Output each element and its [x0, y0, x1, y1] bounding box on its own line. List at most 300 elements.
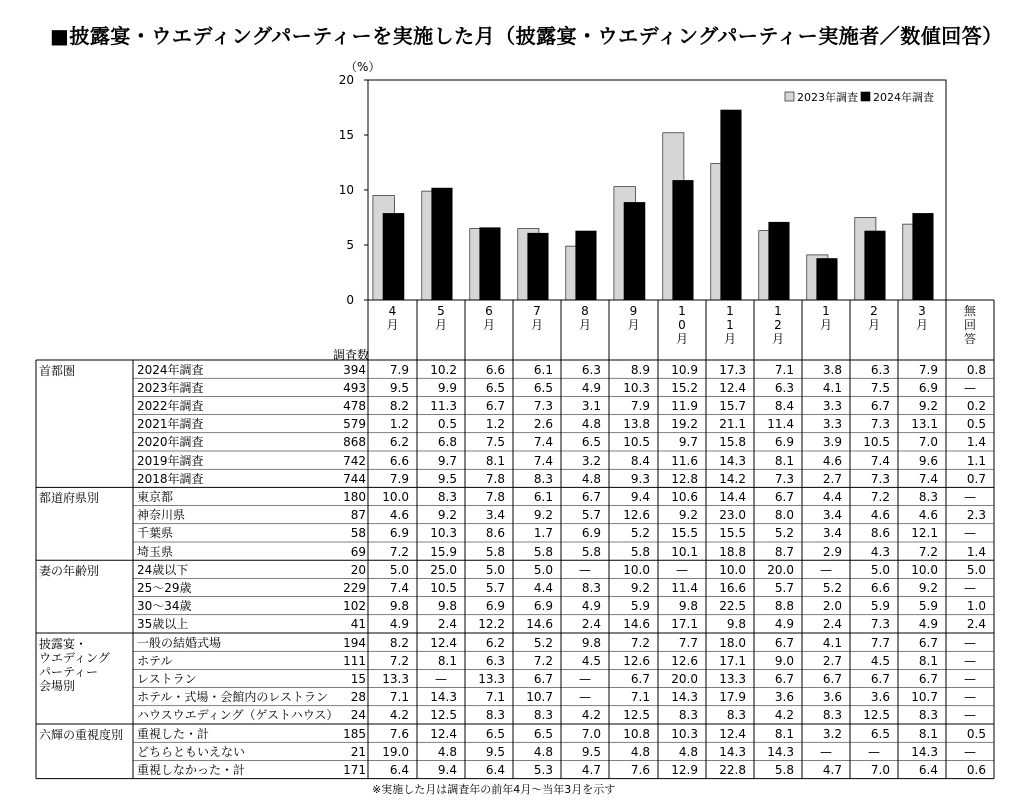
row-value: 7.5 — [485, 435, 505, 450]
row-value: 4.8 — [581, 417, 601, 432]
row-value: 9.5 — [485, 744, 505, 759]
month-header-char: 月 — [578, 318, 591, 332]
y-tick-label: 5 — [346, 238, 354, 252]
row-value: 8.3 — [822, 708, 842, 723]
row-value: 14.3 — [671, 690, 698, 705]
row-value: 4.4 — [822, 489, 842, 504]
row-value: 5.8 — [581, 544, 601, 559]
row-value: 7.3 — [870, 471, 890, 486]
group-label — [39, 564, 99, 578]
row-value: 5.8 — [774, 762, 794, 777]
row-value: 18.0 — [719, 635, 746, 650]
row-value: 7.4 — [870, 453, 890, 468]
bar-2024-7月 — [527, 233, 548, 300]
row-value: 7.2 — [389, 544, 409, 559]
row-value: 4.8 — [630, 744, 650, 759]
row-value: 7.6 — [389, 726, 409, 741]
row-value: 6.7 — [485, 398, 505, 413]
row-value: 6.3 — [870, 362, 890, 377]
row-value: 8.0 — [774, 508, 794, 523]
row-value: 9.5 — [581, 744, 601, 759]
row-value: 5.7 — [581, 508, 601, 523]
row-value: 7.1 — [485, 690, 505, 705]
row-value: 7.5 — [870, 380, 890, 395]
row-value: 5.9 — [870, 599, 890, 614]
row-value: 6.4 — [485, 762, 505, 777]
row-value: — — [964, 744, 976, 759]
row-value: 10.5 — [430, 580, 457, 595]
row-value: 3.2 — [822, 726, 842, 741]
row-value: 5.3 — [533, 762, 553, 777]
bar-2024-5月 — [431, 188, 452, 300]
row-value: 10.8 — [623, 726, 650, 741]
row-value: — — [964, 380, 976, 395]
row-value: 8.3 — [726, 708, 746, 723]
group-label-line: 六輝の重視度別 — [39, 728, 124, 742]
row-value: — — [964, 580, 976, 595]
row-n: 742 — [343, 453, 366, 468]
row-value: 9.5 — [389, 380, 409, 395]
row-value: 10.7 — [526, 690, 553, 705]
row-value: 10.7 — [911, 690, 938, 705]
row-value: 6.3 — [581, 362, 601, 377]
row-value: 5.8 — [485, 544, 505, 559]
row-value: 10.2 — [430, 362, 457, 377]
bar-2024-6月 — [479, 227, 500, 300]
row-value: — — [964, 690, 976, 705]
row-value: 9.7 — [437, 453, 457, 468]
row-value: 14.3 — [767, 744, 794, 759]
row-value: 4.2 — [389, 708, 409, 723]
row-n: 194 — [343, 635, 366, 650]
row-value: 13.8 — [623, 417, 650, 432]
row-value: 4.5 — [870, 653, 890, 668]
month-header-char: 9 — [629, 304, 638, 318]
y-tick-label: 10 — [338, 183, 354, 197]
row-n: 24 — [350, 708, 366, 723]
row-value: 11.3 — [430, 398, 457, 413]
month-header-char: 無 — [963, 304, 976, 318]
row-value: 7.0 — [918, 435, 938, 450]
month-header-char: 8 — [581, 304, 589, 318]
month-header-8 — [754, 304, 802, 346]
row-value: 9.2 — [533, 508, 553, 523]
row-label: 2022年調査 — [137, 398, 204, 413]
month-header-7 — [706, 304, 754, 346]
row-value: 3.6 — [870, 690, 890, 705]
row-value: 14.6 — [526, 617, 553, 632]
row-value: 7.2 — [630, 635, 650, 650]
row-value: 11.6 — [671, 453, 698, 468]
row-value: 9.4 — [437, 762, 457, 777]
row-value: 14.3 — [719, 744, 746, 759]
row-value: 10.0 — [382, 489, 409, 504]
month-header-2 — [465, 304, 513, 332]
row-value: — — [964, 653, 976, 668]
row-value: 7.9 — [918, 362, 938, 377]
row-n: 111 — [343, 653, 366, 668]
row-value: 12.4 — [430, 726, 457, 741]
month-header-char: 月 — [723, 332, 736, 346]
row-value: 6.5 — [485, 726, 505, 741]
row-value: 4.6 — [822, 453, 842, 468]
row-value: 8.3 — [918, 489, 938, 504]
month-header-char: 1 — [678, 304, 686, 318]
row-value: 8.1 — [774, 726, 794, 741]
row-value: 10.6 — [671, 489, 698, 504]
row-value: 14.6 — [623, 617, 650, 632]
row-value: 7.1 — [774, 362, 794, 377]
row-value: 2.4 — [966, 617, 986, 632]
row-value: 22.5 — [719, 599, 746, 614]
row-value: — — [820, 744, 832, 759]
row-value: 10.0 — [719, 562, 746, 577]
row-value: 5.8 — [630, 544, 650, 559]
row-value: 13.1 — [911, 417, 938, 432]
row-value: 2.7 — [822, 653, 842, 668]
month-header-char: 月 — [675, 332, 688, 346]
row-value: 12.9 — [671, 762, 698, 777]
row-value: 3.3 — [822, 398, 842, 413]
row-value: 4.9 — [918, 617, 938, 632]
y-tick-label: 15 — [338, 128, 354, 142]
row-value: 5.0 — [870, 562, 890, 577]
row-value: 3.8 — [822, 362, 842, 377]
row-label: 千葉県 — [137, 526, 174, 541]
row-n: 229 — [343, 580, 366, 595]
row-value: 8.1 — [918, 653, 938, 668]
row-value: — — [579, 671, 591, 686]
row-value: 7.4 — [389, 580, 409, 595]
legend-swatch-0 — [785, 92, 794, 101]
row-value: 15.8 — [719, 435, 746, 450]
row-value: 4.7 — [581, 762, 601, 777]
row-value: — — [820, 562, 832, 577]
row-value: 3.9 — [822, 435, 842, 450]
bar-2024-11月 — [720, 110, 741, 300]
row-value: 5.2 — [822, 580, 842, 595]
row-value: 7.8 — [485, 471, 505, 486]
row-value: 3.6 — [774, 690, 794, 705]
row-value: 12.5 — [623, 708, 650, 723]
row-value: 15.9 — [430, 544, 457, 559]
row-value: 9.0 — [774, 653, 794, 668]
row-value: 9.9 — [437, 380, 457, 395]
row-value: 12.6 — [623, 508, 650, 523]
row-value: 12.6 — [671, 653, 698, 668]
row-label: 2018年調査 — [137, 471, 204, 486]
row-value: 7.2 — [918, 544, 938, 559]
row-value: 10.0 — [623, 562, 650, 577]
row-label: 30～34歳 — [137, 599, 192, 614]
row-value: 9.8 — [389, 599, 409, 614]
row-value: 9.2 — [437, 508, 457, 523]
row-label: 重視した・計 — [137, 726, 210, 741]
month-header-char: 1 — [726, 318, 734, 332]
row-value: 8.3 — [581, 580, 601, 595]
row-value: 6.6 — [870, 580, 890, 595]
row-value: 7.8 — [485, 489, 505, 504]
group-label-line: 首都圏 — [39, 364, 76, 378]
row-value: 0.7 — [966, 471, 986, 486]
row-value: 7.9 — [630, 398, 650, 413]
row-value: 3.4 — [485, 508, 505, 523]
row-value: 17.3 — [719, 362, 746, 377]
row-n: 744 — [343, 471, 366, 486]
row-value: 6.7 — [774, 489, 794, 504]
bar-2024-2月 — [864, 231, 885, 300]
row-value: 2.3 — [966, 508, 986, 523]
month-header-char: 答 — [963, 332, 976, 346]
row-value: 6.9 — [485, 599, 505, 614]
row-value: 1.1 — [966, 453, 986, 468]
row-value: 9.7 — [678, 435, 698, 450]
row-value: 6.7 — [870, 671, 890, 686]
row-n: 15 — [350, 671, 366, 686]
row-value: 6.9 — [389, 526, 409, 541]
month-header-char: 2 — [774, 318, 782, 332]
row-value: 8.3 — [485, 708, 505, 723]
row-value: 22.8 — [719, 762, 746, 777]
row-value: 8.9 — [630, 362, 650, 377]
row-value: 8.3 — [678, 708, 698, 723]
row-value: 4.3 — [870, 544, 890, 559]
month-header-11 — [898, 304, 946, 332]
row-value: 12.4 — [719, 380, 746, 395]
row-value: 10.3 — [671, 726, 698, 741]
row-value: 7.3 — [870, 417, 890, 432]
row-value: 6.7 — [581, 489, 601, 504]
row-label: どちらともいえない — [137, 744, 246, 759]
row-value: 1.4 — [966, 544, 986, 559]
row-value: 7.7 — [678, 635, 698, 650]
group-label — [39, 637, 110, 693]
row-value: 0.2 — [966, 398, 986, 413]
row-value: 12.8 — [671, 471, 698, 486]
row-value: 4.6 — [870, 508, 890, 523]
row-value: 4.8 — [437, 744, 457, 759]
row-value: 6.5 — [870, 726, 890, 741]
row-value: 5.9 — [918, 599, 938, 614]
row-label: 2021年調査 — [137, 417, 204, 432]
row-n: 493 — [343, 380, 366, 395]
row-value: 8.2 — [389, 635, 409, 650]
row-value: — — [964, 708, 976, 723]
row-value: 16.6 — [719, 580, 746, 595]
row-value: 3.2 — [581, 453, 601, 468]
row-value: 13.3 — [719, 671, 746, 686]
row-value: 7.9 — [389, 471, 409, 486]
row-label: 神奈川県 — [137, 508, 186, 523]
row-value: 5.8 — [533, 544, 553, 559]
row-value: 6.7 — [533, 671, 553, 686]
group-label-line: パーティー — [39, 665, 99, 679]
n-column-header: 調査数 — [333, 348, 370, 362]
y-axis-unit: （%） — [345, 60, 381, 74]
row-value: 3.4 — [822, 526, 842, 541]
y-tick-label: 0 — [346, 293, 354, 307]
row-value: 14.2 — [719, 471, 746, 486]
row-value: 7.3 — [774, 471, 794, 486]
row-value: 6.7 — [822, 671, 842, 686]
row-value: 12.4 — [430, 635, 457, 650]
row-value: — — [579, 562, 591, 577]
row-value: 2.0 — [822, 599, 842, 614]
row-value: 13.3 — [382, 671, 409, 686]
row-value: 7.3 — [870, 617, 890, 632]
row-value: 9.2 — [918, 580, 938, 595]
row-value: 7.4 — [918, 471, 938, 486]
row-value: 7.6 — [630, 762, 650, 777]
row-value: 15.5 — [671, 526, 698, 541]
row-n: 478 — [343, 398, 366, 413]
row-value: 11.4 — [767, 417, 794, 432]
legend-label-0: 2023年調査 — [797, 91, 858, 104]
row-label: 2024年調査 — [137, 362, 204, 377]
month-header-char: 月 — [915, 318, 928, 332]
row-value: 6.3 — [485, 653, 505, 668]
group-label-line: ウエディング — [39, 651, 110, 665]
row-value: 14.3 — [911, 744, 938, 759]
row-n: 21 — [350, 744, 366, 759]
month-header-char: 1 — [822, 304, 830, 318]
row-value: 4.2 — [581, 708, 601, 723]
month-header-char: 6 — [485, 304, 493, 318]
row-value: 15.7 — [719, 398, 746, 413]
month-header-4 — [561, 304, 609, 332]
row-value: 4.9 — [774, 617, 794, 632]
row-value: 4.6 — [389, 508, 409, 523]
row-value: 4.9 — [581, 380, 601, 395]
bar-2024-10月 — [672, 180, 693, 300]
row-value: 7.0 — [581, 726, 601, 741]
row-value: 7.7 — [870, 635, 890, 650]
row-value: 17.1 — [719, 653, 746, 668]
row-value: 6.7 — [870, 398, 890, 413]
row-value: 6.5 — [533, 726, 553, 741]
row-value: 9.2 — [630, 580, 650, 595]
row-value: 18.8 — [719, 544, 746, 559]
row-value: 4.5 — [581, 653, 601, 668]
row-n: 579 — [343, 417, 366, 432]
row-value: 2.9 — [822, 544, 842, 559]
row-value: 8.3 — [437, 489, 457, 504]
row-value: 7.3 — [533, 398, 553, 413]
row-value: 4.1 — [822, 380, 842, 395]
month-header-char: 4 — [388, 304, 397, 318]
legend-label-1: 2024年調査 — [873, 91, 934, 104]
row-value: 12.4 — [719, 726, 746, 741]
footnote: ※実施した月は調査年の前年4月～当年3月を示す — [372, 783, 616, 796]
row-n: 394 — [343, 362, 366, 377]
row-label: 2020年調査 — [137, 435, 204, 450]
group-label-line: 会場別 — [39, 679, 76, 693]
row-value: 1.2 — [485, 417, 505, 432]
month-header-10 — [850, 304, 898, 332]
row-value: 3.4 — [822, 508, 842, 523]
group-label-line: 披露宴・ — [39, 637, 88, 651]
row-value: 9.5 — [437, 471, 457, 486]
month-header-char: 月 — [867, 318, 880, 332]
group-label — [39, 364, 75, 378]
month-header-1 — [417, 304, 465, 332]
row-value: 8.1 — [437, 653, 457, 668]
row-value: — — [435, 671, 447, 686]
row-value: 9.8 — [726, 617, 746, 632]
month-header-char: 0 — [678, 318, 686, 332]
row-value: 5.0 — [485, 562, 505, 577]
month-header-12 — [946, 304, 994, 346]
row-n: 102 — [343, 599, 366, 614]
month-header-5 — [609, 304, 658, 332]
row-value: 6.5 — [533, 380, 553, 395]
bar-2024-9月 — [624, 202, 646, 300]
row-value: 6.7 — [918, 671, 938, 686]
row-value: 8.4 — [630, 453, 650, 468]
row-value: 9.4 — [630, 489, 650, 504]
month-header-char: 回 — [963, 318, 976, 332]
bar-2024-4月 — [383, 213, 405, 300]
row-value: 10.1 — [671, 544, 698, 559]
row-value: 6.2 — [389, 435, 409, 450]
row-value: 7.0 — [870, 762, 890, 777]
row-value: 10.5 — [863, 435, 890, 450]
row-value: 8.6 — [485, 526, 505, 541]
row-value: 7.2 — [870, 489, 890, 504]
row-value: 19.0 — [382, 744, 409, 759]
month-header-char: 2 — [870, 304, 878, 318]
row-value: 8.2 — [389, 398, 409, 413]
row-value: 6.7 — [630, 671, 650, 686]
month-header-char: 7 — [533, 304, 541, 318]
row-value: 0.8 — [966, 362, 986, 377]
row-value: 1.4 — [966, 435, 986, 450]
row-value: 14.3 — [719, 453, 746, 468]
row-value: 6.5 — [485, 380, 505, 395]
row-value: 15.2 — [671, 380, 698, 395]
row-value: 14.3 — [430, 690, 457, 705]
row-value: 21.1 — [719, 417, 746, 432]
row-n: 20 — [350, 562, 366, 577]
row-value: — — [579, 690, 591, 705]
row-value: 6.7 — [774, 671, 794, 686]
row-value: 12.1 — [911, 526, 938, 541]
row-label: 一般の結婚式場 — [137, 635, 222, 650]
row-n: 28 — [350, 690, 366, 705]
row-value: 4.8 — [678, 744, 698, 759]
row-value: 5.0 — [389, 562, 409, 577]
row-value: 23.0 — [719, 508, 746, 523]
row-value: 1.2 — [389, 417, 409, 432]
row-value: 4.7 — [822, 762, 842, 777]
month-header-char: 3 — [918, 304, 926, 318]
row-value: 4.4 — [533, 580, 553, 595]
row-value: 6.1 — [533, 489, 553, 504]
month-header-char: 1 — [726, 304, 734, 318]
bar-2024-12月 — [768, 222, 789, 300]
bar-2024-3月 — [912, 213, 933, 300]
row-label: 埼玉県 — [137, 544, 174, 559]
legend-swatch-1 — [861, 92, 870, 101]
row-value: 13.3 — [478, 671, 505, 686]
row-value: 5.7 — [485, 580, 505, 595]
row-value: 0.5 — [966, 726, 986, 741]
row-value: 7.1 — [630, 690, 650, 705]
row-value: 2.4 — [581, 617, 601, 632]
row-value: 7.2 — [389, 653, 409, 668]
row-value: 6.8 — [437, 435, 457, 450]
row-value: 6.4 — [389, 762, 409, 777]
